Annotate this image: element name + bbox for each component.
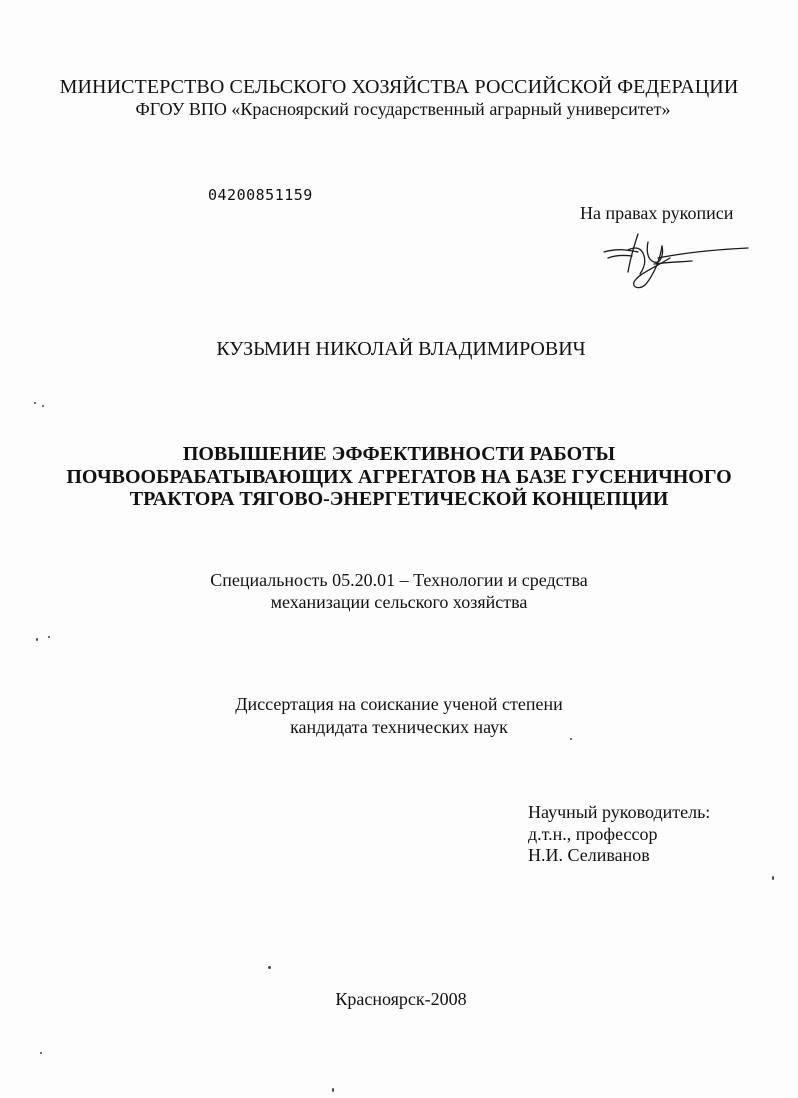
university-heading: ФГОУ ВПО «Красноярский государственный аграрный университет» — [135, 99, 671, 119]
scan-speck — [48, 636, 50, 638]
advisor-rank: д.т.н., профессор — [528, 824, 658, 844]
author-name: КУЗЬМИН НИКОЛАЙ ВЛАДИМИРОВИЧ — [216, 338, 586, 360]
advisor-name: Н.И. Селиванов — [528, 845, 650, 865]
signature-icon — [598, 228, 753, 290]
thesis-title-line-3: ТРАКТОРА ТЯГОВО-ЭНЕРГЕТИЧЕСКОЙ КОНЦЕПЦИИ — [129, 488, 669, 510]
degree-line-2: кандидата технических наук — [290, 717, 508, 737]
degree-line-1: Диссертация на соискание ученой степени — [235, 694, 563, 714]
city-year: Красноярск-2008 — [335, 989, 467, 1009]
ministry-heading: МИНИСТЕРСТВО СЕЛЬСКОГО ХОЗЯЙСТВА РОССИЙСКОЙ ФЕДЕРАЦИИ — [59, 76, 739, 98]
scan-speck — [34, 402, 36, 404]
inventory-number: 04200851159 — [208, 186, 313, 204]
scan-speck — [570, 738, 572, 740]
scan-speck — [332, 1088, 334, 1092]
scan-speck — [40, 1052, 42, 1054]
scan-speck — [772, 876, 774, 880]
specialty-line-1: Специальность 05.20.01 – Технологии и средства — [210, 570, 588, 590]
thesis-title-line-2: ПОЧВООБРАБАТЫВАЮЩИХ АГРЕГАТОВ НА БАЗЕ ГУСЕНИЧНОГО — [66, 466, 732, 488]
advisor-label: Научный руководитель: — [528, 802, 711, 822]
manuscript-note: На правах рукописи — [580, 203, 734, 223]
scan-speck — [36, 638, 38, 641]
specialty-line-2: механизации сельского хозяйства — [270, 592, 528, 612]
scan-speck — [42, 405, 44, 407]
thesis-title-line-1: ПОВЫШЕНИЕ ЭФФЕКТИВНОСТИ РАБОТЫ — [182, 443, 616, 465]
scan-speck — [268, 966, 271, 969]
